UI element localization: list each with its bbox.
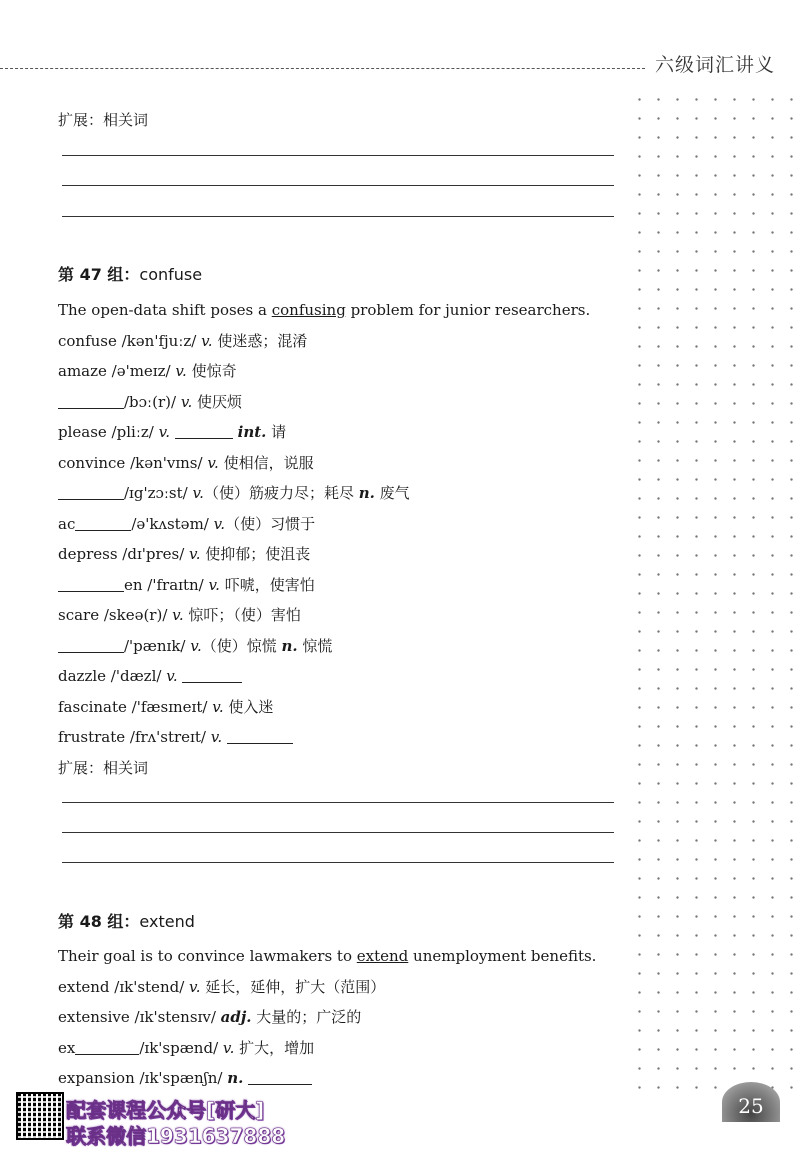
entry-word: dazzle /'dæzl/	[58, 667, 167, 685]
entry-pos: n.	[227, 1069, 244, 1087]
entry-word: scare /skeə(r)/	[58, 606, 173, 624]
sentence-keyword: confusing	[271, 301, 346, 319]
vocab-entry	[58, 575, 315, 595]
group-47-heading	[58, 265, 202, 285]
fill-blank[interactable]	[227, 729, 293, 744]
entry-pos: v.	[222, 1039, 235, 1057]
fill-blank[interactable]	[75, 1040, 139, 1055]
entry-phonetic: en /'fraɪtn/	[124, 576, 209, 594]
entry-pos: v.	[201, 332, 213, 350]
entry-meaning: 废气	[374, 484, 410, 502]
entry-phonetic: /ə'kʌstəm/	[131, 515, 214, 533]
vocab-entry	[58, 1038, 314, 1058]
entry-pos: v.	[210, 728, 223, 746]
entry-pos: v.	[180, 393, 193, 411]
vocab-entry	[58, 483, 410, 503]
entry-meaning: （使）惊慌	[201, 637, 282, 655]
fill-blank[interactable]	[248, 1070, 312, 1085]
entry-word: fascinate /'fæsɪneɪt/	[58, 698, 213, 716]
dot-grid-notes-area	[630, 90, 800, 1090]
vocab-entry	[58, 727, 293, 747]
group-47-example-sentence	[58, 300, 590, 320]
sentence-part: unemployment benefits.	[408, 947, 597, 965]
entry-meaning: 惊慌	[297, 637, 333, 655]
group-48-word: extend	[139, 912, 195, 931]
vocab-entry	[58, 1007, 361, 1027]
entry-meaning: 使迷惑；混淆	[212, 332, 308, 350]
vocab-entry	[58, 331, 307, 351]
vocab-entry	[58, 977, 385, 997]
writing-line	[62, 216, 614, 217]
entry-pos: v.	[189, 978, 201, 996]
entry-word: extensive /ɪk'stensɪv/	[58, 1008, 221, 1026]
entry-meaning: 使抑郁；使沮丧	[200, 545, 311, 563]
group-48-example-sentence	[58, 946, 596, 966]
entry-pos: v.	[166, 667, 178, 685]
sentence-keyword: extend	[356, 947, 409, 965]
watermark-line-1: 配套课程公众号[研大]	[66, 1098, 265, 1122]
entry-meaning: 使入迷	[223, 698, 274, 716]
entry-pos: v.	[172, 606, 184, 624]
entry-meaning: 大量的；广泛的	[251, 1008, 362, 1026]
entry-word: expansion /ɪk'spænʃn/	[58, 1069, 228, 1087]
entry-word: please /pliːz/	[58, 423, 159, 441]
fill-blank[interactable]	[75, 516, 131, 531]
vocab-entry	[58, 514, 315, 534]
entry-word: extend /ɪk'stend/	[58, 978, 190, 996]
header-title: 六级词汇讲义	[655, 54, 776, 76]
entry-phonetic: /ɪk'spænd/	[139, 1039, 223, 1057]
fill-blank[interactable]	[58, 485, 124, 500]
entry-pos: int.	[237, 423, 267, 441]
entry-pos: v.	[158, 423, 171, 441]
entry-word: convince /kən'vɪns/	[58, 454, 208, 472]
entry-phonetic: /'pænɪk/	[124, 637, 191, 655]
entry-pos: v.	[207, 454, 219, 472]
vocab-entry	[58, 422, 286, 442]
entry-word: amaze /ə'meɪz/	[58, 362, 176, 380]
vocab-entry	[58, 361, 237, 381]
vocab-entry	[58, 636, 332, 656]
entry-meaning: 吓唬，使害怕	[219, 576, 315, 594]
fill-blank[interactable]	[58, 638, 124, 653]
writing-line	[62, 832, 614, 833]
qr-code-icon	[18, 1094, 62, 1138]
sentence-part: Their goal is to convince lawmakers to	[58, 947, 357, 965]
entry-word: ex	[58, 1039, 76, 1057]
writing-line	[62, 155, 614, 156]
vocab-entry	[58, 392, 242, 412]
fill-blank[interactable]	[58, 394, 124, 409]
entry-pos: v.	[190, 637, 202, 655]
fill-blank[interactable]	[182, 668, 242, 683]
entry-meaning: 惊吓；（使）害怕	[183, 606, 301, 624]
extension-label-top: 扩展：相关词	[58, 111, 149, 129]
fill-blank[interactable]	[175, 424, 233, 439]
entry-pos: adj.	[220, 1008, 252, 1026]
writing-line	[62, 185, 614, 186]
group-47-extension-label: 扩展：相关词	[58, 759, 149, 777]
watermark-line-2: 联系微信1931637888	[66, 1124, 286, 1148]
entry-meaning: 扩大，增加	[234, 1039, 315, 1057]
entry-meaning: 使惊奇	[186, 362, 237, 380]
vocab-entry	[58, 1068, 312, 1088]
vocab-entry	[58, 605, 301, 625]
writing-line	[62, 862, 614, 863]
group-47-prefix: 第 47 组：	[58, 265, 140, 284]
sentence-part: The open-data shift poses a	[58, 301, 272, 319]
entry-pos: n.	[358, 484, 375, 502]
entry-pos: v.	[192, 484, 204, 502]
entry-word: confuse /kən'fjuːz/	[58, 332, 202, 350]
group-48-prefix: 第 48 组：	[58, 912, 140, 931]
entry-meaning: 延长，延伸，扩大（范围）	[200, 978, 386, 996]
entry-meaning: （使）筋疲力尽；耗尽	[203, 484, 359, 502]
entry-pos: v.	[189, 545, 201, 563]
entry-phonetic: /ɪg'zɔːst/	[124, 484, 193, 502]
writing-line	[62, 802, 614, 803]
entry-meaning: 使厌烦	[192, 393, 243, 411]
vocab-entry	[58, 544, 310, 564]
entry-pos: v.	[208, 576, 220, 594]
sentence-part: problem for junior researchers.	[345, 301, 591, 319]
entry-word: depress /dɪ'pres/	[58, 545, 190, 563]
vocab-entry	[58, 666, 242, 686]
vocab-entry	[58, 697, 273, 717]
entry-word: ac	[58, 515, 76, 533]
entry-pos: v.	[213, 515, 226, 533]
entry-meaning: 请	[266, 423, 287, 441]
header-dashed-rule	[0, 68, 645, 69]
entry-pos: v.	[212, 698, 224, 716]
entry-word: frustrate /frʌ'streɪt/	[58, 728, 211, 746]
group-47-word: confuse	[139, 265, 203, 284]
entry-pos: n.	[281, 637, 298, 655]
fill-blank[interactable]	[58, 577, 124, 592]
entry-pos: v.	[175, 362, 187, 380]
group-48-heading	[58, 912, 195, 932]
vocab-entry	[58, 453, 314, 473]
entry-phonetic: /bɔː(r)/	[124, 393, 181, 411]
page-number: 25	[722, 1082, 780, 1122]
entry-meaning: 使相信，说服	[218, 454, 314, 472]
entry-meaning: （使）习惯于	[225, 515, 316, 533]
